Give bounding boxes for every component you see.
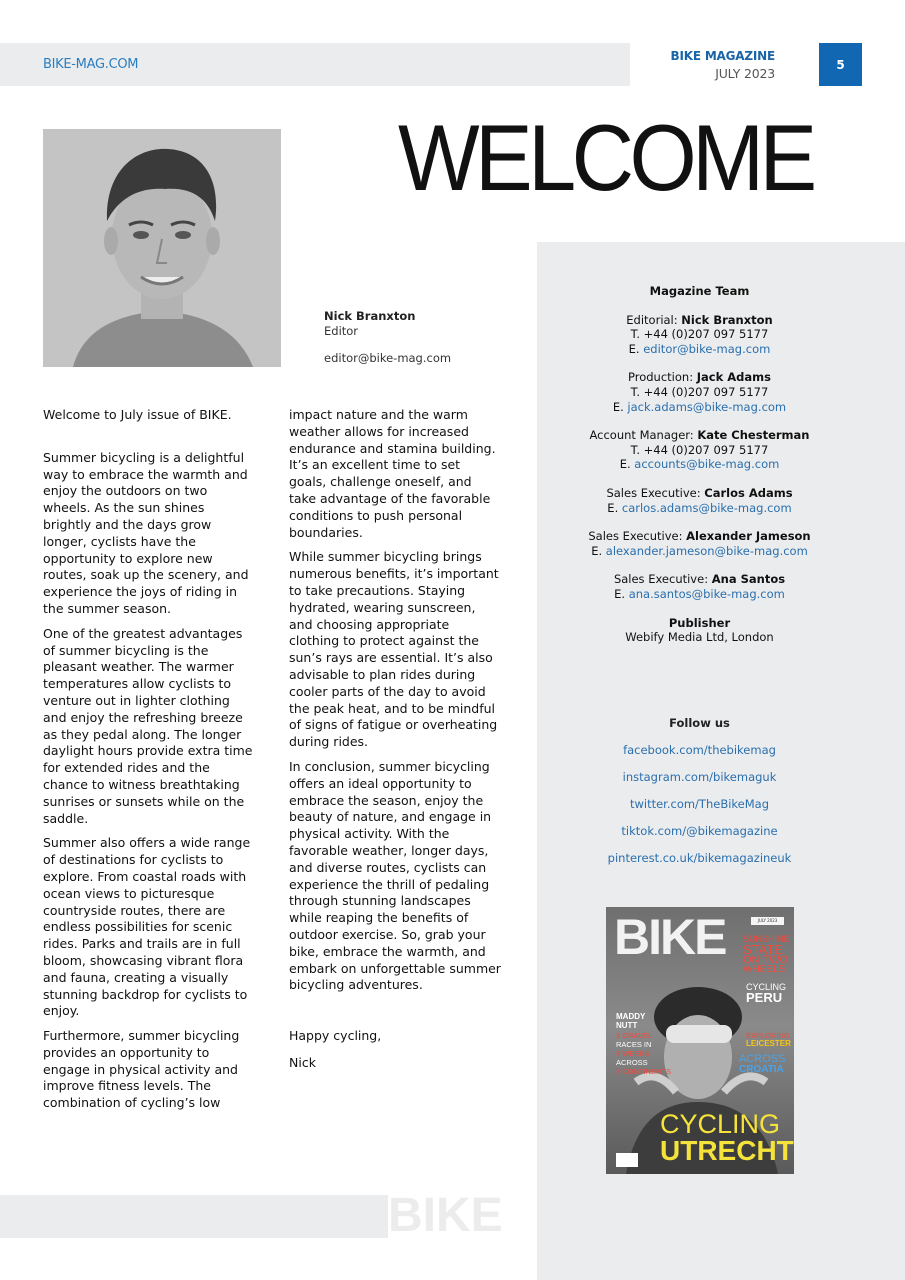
article-paragraph: One of the greatest advantages of summer bicycling is the pleasant weather. The warmer temperatures allow cyclists to venture out in lighter clothing and enjoy the refreshing breeze as they pedal along. The longer daylight hours provide extra time for extended rides and the chance to witness breathtaking sunrises or sunsets while on the saddle. xyxy=(43,625,253,826)
member-role: Editorial: xyxy=(626,312,678,327)
email-prefix: E. xyxy=(619,457,631,472)
member-email-link[interactable]: ana.santos@bike-mag.com xyxy=(628,586,785,601)
cover-headline: UTRECHT xyxy=(660,1135,794,1166)
member-phone: T. +44 (0)207 097 5177 xyxy=(630,442,769,457)
cover-headline: 3 GRAVEL xyxy=(616,1031,653,1040)
article-paragraph: Summer bicycling is a delightful way to embrace the warmth and enjoy the outdoors on two wheels. As the sun shines brightly and the days grow longer, cyclists have the opportunity to explore new routes, soak up the scenery, and experience the joys of riding in the summer season. xyxy=(43,449,249,616)
member-role: Account Manager: xyxy=(589,428,694,443)
member-name: Jack Adams xyxy=(696,370,771,385)
page-title: WELCOME xyxy=(398,105,813,210)
cover-headline: CROATIA xyxy=(739,1064,784,1075)
facebook-link[interactable]: facebook.com/thebikemag xyxy=(623,743,776,757)
email-prefix: E. xyxy=(607,500,619,515)
instagram-link[interactable]: instagram.com/bikemaguk xyxy=(622,770,777,784)
email-prefix: E. xyxy=(591,543,603,558)
footer-band xyxy=(0,1195,388,1238)
member-role: Sales Executive: xyxy=(613,572,709,587)
cover-headline: WHEELS xyxy=(743,964,786,975)
team-member xyxy=(537,486,862,515)
cover-headline: STATE xyxy=(743,942,783,957)
member-email-link[interactable]: carlos.adams@bike-mag.com xyxy=(621,500,792,515)
editor-name: Nick Branxton xyxy=(324,309,416,323)
cover-headline: SUNSHINE xyxy=(743,934,790,944)
article-column-2 xyxy=(289,407,501,1080)
tiktok-link[interactable]: tiktok.com/@bikemagazine xyxy=(621,824,778,838)
member-name: Nick Branxton xyxy=(681,312,773,327)
cover-headline: CYCLING xyxy=(746,982,787,992)
member-role: Production: xyxy=(628,370,694,385)
page-number: 5 xyxy=(819,43,862,86)
follow-us xyxy=(537,716,862,878)
publisher-heading: Publisher xyxy=(668,615,731,630)
member-email-link[interactable]: alexander.jameson@bike-mag.com xyxy=(605,543,808,558)
member-phone: T. +44 (0)207 097 5177 xyxy=(630,327,769,342)
cover-headline: ACROSS xyxy=(616,1058,648,1067)
cover-headline: 3 CONTINENTS xyxy=(616,1067,672,1076)
issue-date: JULY 2023 xyxy=(715,66,775,81)
member-name: Ana Santos xyxy=(711,572,786,587)
pinterest-link[interactable]: pinterest.co.uk/bikemagazineuk xyxy=(607,851,792,865)
cover-title: BIKE xyxy=(614,909,726,965)
team-member xyxy=(537,313,862,357)
follow-heading: Follow us xyxy=(669,716,730,730)
cover-headline: 3 WEEKS xyxy=(616,1049,650,1058)
email-prefix: E. xyxy=(628,341,640,356)
signoff-greeting: Happy cycling, xyxy=(289,1028,382,1044)
email-prefix: E. xyxy=(614,586,626,601)
cover-headline: PERU xyxy=(746,990,783,1005)
magazine-team xyxy=(537,284,862,659)
member-email-link[interactable]: editor@bike-mag.com xyxy=(643,341,771,356)
team-member xyxy=(537,529,862,558)
publisher-block xyxy=(537,616,862,645)
article-paragraph: Welcome to July issue of BIKE. xyxy=(43,407,232,422)
editor-role: Editor xyxy=(324,324,359,338)
cover-headline: ACROSS xyxy=(739,1053,786,1065)
team-heading: Magazine Team xyxy=(649,284,750,298)
cover-headline: RACES IN xyxy=(616,1040,652,1049)
cover-date: JULY 2023 xyxy=(751,917,784,925)
article-paragraph: Summer also offers a wide range of destinations for cyclists to explore. From coastal roads with ocean views to picturesque countryside routes, there are endless possibilities for scenic rides. Parks and trails are in full bloom, showcasing vibrant flora and fauna, creating a visually stunning backdrop for cyclists to enjoy. xyxy=(43,835,251,1019)
cover-headline: MADDY xyxy=(616,1012,646,1021)
email-prefix: E. xyxy=(612,399,624,414)
team-member xyxy=(537,428,862,472)
member-name: Alexander Jameson xyxy=(686,529,811,544)
cover-headline: EXPLORING xyxy=(746,1031,790,1040)
magazine-cover[interactable] xyxy=(606,907,794,1174)
article-paragraph: In conclusion, summer bicycling offers an ideal opportunity to embrace the season, enjoy the beauty of nature, and engage in physical activity. With the favorable weather, longer days, and diverse routes, cyclists can experience the thrill of pedaling through stunning landscapes while reaping the benefits of outdoor exercise. So, grab your bike, embrace the warmth, and embark on unforgettable summer bicycling adventures. xyxy=(289,758,501,993)
article-paragraph: While summer bicycling brings numerous benefits, it’s important to take precautions. Staying hydrated, wearing sunscreen, and choosing appropriate clothing to protect against the sun’s rays are essential. It’s also advisable to plan rides during cooler parts of the day to avoid the peak heat, and to be mindful of signs of fatigue or overheating during rides. xyxy=(289,549,499,750)
cover-headline: ON TWO xyxy=(743,954,789,966)
article-paragraph: impact nature and the warm weather allows for increased endurance and stamina building. It’s an excellent time to set goals, challenge oneself, and take advantage of the favorable conditions to push personal boundaries. xyxy=(289,407,496,540)
member-phone: T. +44 (0)207 097 5177 xyxy=(630,384,769,399)
site-url-link[interactable]: BIKE-MAG.COM xyxy=(43,57,139,72)
twitter-link[interactable]: twitter.com/TheBikeMag xyxy=(629,797,770,811)
magazine-name: BIKE MAGAZINE xyxy=(670,49,775,63)
footer-watermark: BIKE xyxy=(388,1189,503,1242)
member-name: Kate Chesterman xyxy=(697,428,810,443)
editor-photo xyxy=(43,129,281,367)
signoff-name: Nick xyxy=(289,1054,316,1070)
team-member xyxy=(537,572,862,601)
member-email-link[interactable]: jack.adams@bike-mag.com xyxy=(627,399,787,414)
article-column-1 xyxy=(43,407,255,1120)
article-paragraph: Furthermore, summer bicycling provides an opportunity to engage in physical activity and improve fitness levels. The combination of cycling’s low xyxy=(43,1028,240,1111)
member-role: Sales Executive: xyxy=(588,529,683,544)
editor-email-link[interactable]: editor@bike-mag.com xyxy=(324,351,452,365)
member-role: Sales Executive: xyxy=(606,485,701,500)
cover-headline: LEICESTER xyxy=(746,1039,791,1048)
team-member xyxy=(537,370,862,414)
member-email-link[interactable]: accounts@bike-mag.com xyxy=(634,457,780,472)
publisher-name: Webify Media Ltd, London xyxy=(625,630,774,645)
member-name: Carlos Adams xyxy=(704,485,793,500)
cover-headline: CYCLING xyxy=(660,1109,781,1139)
editor-portrait-illustration xyxy=(43,129,281,367)
cover-headline: NUTT xyxy=(616,1021,638,1030)
